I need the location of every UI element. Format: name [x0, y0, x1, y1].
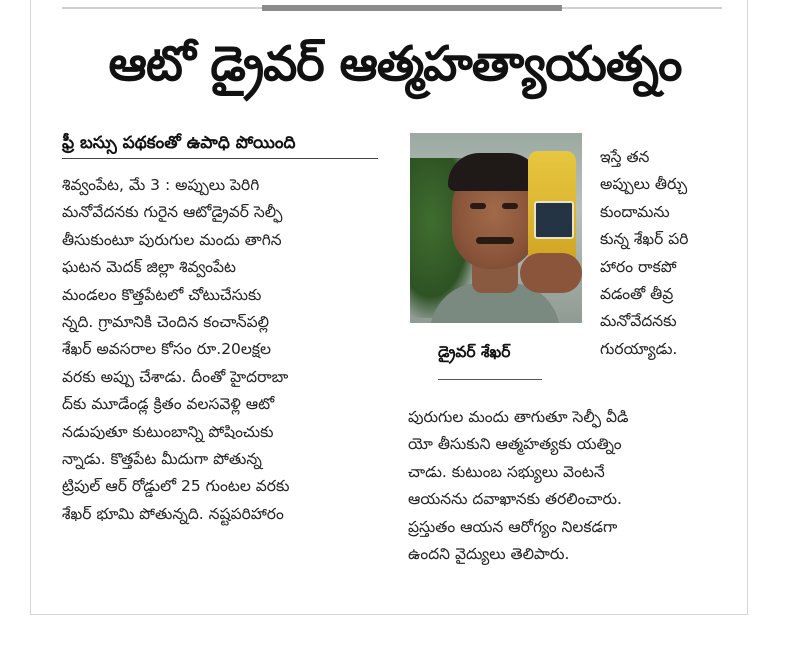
article-column-left [62, 172, 382, 528]
article-line: గురయ్యాడు. [600, 339, 678, 358]
article-line: మండలం కొత్తపేటలో చోటుచేసుకు [62, 285, 262, 304]
article-column-right-top [600, 144, 720, 363]
article-line: కున్న శేఖర్ పరి [600, 230, 689, 249]
article-line: వరకు అప్పు చేశాడు. దీంతో హైదరాబా [62, 367, 289, 386]
top-divider-accent [262, 5, 562, 11]
article-line: శేఖర్ అవసరాల కోసం రూ.20లక్షల [62, 340, 271, 359]
subheadline: ఫ్రీ బస్సు పథకంతో ఉపాధి పోయింది [62, 133, 296, 153]
article-line: చాడు. కుటుంబ సభ్యులు వెంటనే [408, 462, 605, 481]
article-line: ఆయనను దవాఖానకు తరలించారు. [408, 490, 622, 509]
article-line: యో తీసుకుని ఆత్మహత్యకు యత్నిం [408, 435, 622, 454]
article-line: శివ్వంపేట, మే 3 : అప్పులు పెరిగి [62, 176, 260, 194]
article-line: ప్రస్తుతం ఆయన ఆరోగ్యం నిలకడగా [408, 517, 618, 536]
article-line: న్నాడు. కొత్తపేట మీదుగా పోతున్న [62, 450, 262, 469]
article-line: నడుపుతూ కుటుంబాన్ని పోషించుకు [62, 422, 274, 441]
article-line: కుందామను [600, 202, 670, 221]
article-line: తీసుకుంటూ పురుగుల మందు తాగిన [62, 230, 282, 249]
article-line: ఉందని వైద్యులు తెలిపారు. [408, 545, 570, 564]
article-line: ఇస్తే తన [600, 148, 650, 166]
subheadline-underline [62, 158, 378, 159]
article-line: పురుగుల మందు తాగుతూ సెల్ఫీ వీడి [408, 408, 629, 426]
article-line: న్నది. గ్రామానికి చెందిన కంచాన్‌పల్లి [62, 313, 270, 332]
article-line: అప్పులు తీర్చు [600, 175, 688, 194]
article-line: మనోవేదనకు గురైన ఆటోడ్రైవర్ సెల్ఫీ [62, 203, 283, 222]
driver-photo [410, 133, 582, 323]
article-line: ద్‌కు మూడేండ్ల క్రితం వలసవెళ్లి ఆటో [62, 395, 275, 414]
article-line: ట్రిపుల్ ఆర్ రోడ్డులో 25 గుంటల వరకు [62, 477, 290, 496]
caption-underline [438, 379, 542, 380]
article-line: వడంతో తీవ్ర [600, 285, 674, 304]
headline: ఆటో డ్రైవర్ ఆత్మహత్యాయత్నం [108, 36, 682, 92]
article-line: శేఖర్ భూమి పోతున్నది. నష్టపరిహారం [62, 504, 284, 523]
article-line: మనోవేదనకు [600, 312, 677, 331]
article-column-right-bottom [408, 404, 728, 568]
article-line: ఘటన మెదక్ జిల్లా శివ్వంపేట [62, 258, 236, 277]
photo-caption: డ్రైవర్ శేఖర్ [438, 343, 511, 361]
article-line: హారం రాకపో [600, 257, 677, 276]
